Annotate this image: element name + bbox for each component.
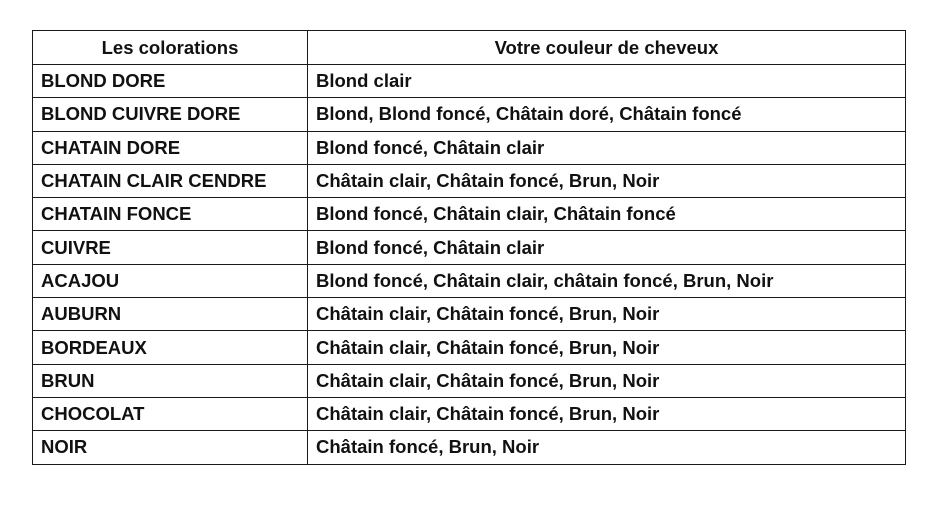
hair-color-cell: Châtain clair, Châtain foncé, Brun, Noir	[308, 331, 906, 364]
table-row	[33, 98, 906, 131]
coloration-cell: CHATAIN FONCE	[33, 198, 308, 231]
header-hair-color: Votre couleur de cheveux	[308, 31, 906, 65]
table-row	[33, 231, 906, 264]
hair-color-cell: Châtain clair, Châtain foncé, Brun, Noir	[308, 164, 906, 197]
coloration-cell: NOIR	[33, 431, 308, 464]
table-row	[33, 131, 906, 164]
hair-color-cell: Blond, Blond foncé, Châtain doré, Châtain foncé	[308, 98, 906, 131]
hair-color-cell: Châtain clair, Châtain foncé, Brun, Noir	[308, 298, 906, 331]
coloration-table-container	[32, 30, 905, 465]
table-row	[33, 65, 906, 98]
table-row	[33, 198, 906, 231]
hair-color-cell: Châtain foncé, Brun, Noir	[308, 431, 906, 464]
coloration-cell: BLOND CUIVRE DORE	[33, 98, 308, 131]
hair-color-cell: Blond clair	[308, 65, 906, 98]
hair-color-cell: Blond foncé, Châtain clair, Châtain foncé	[308, 198, 906, 231]
coloration-cell: BLOND DORE	[33, 65, 308, 98]
coloration-cell: CHOCOLAT	[33, 397, 308, 430]
hair-color-cell: Châtain clair, Châtain foncé, Brun, Noir	[308, 364, 906, 397]
hair-color-cell: Blond foncé, Châtain clair, châtain foncé, Brun, Noir	[308, 264, 906, 297]
table-row	[33, 264, 906, 297]
table-row	[33, 164, 906, 197]
table-row	[33, 364, 906, 397]
table-header-row	[33, 31, 906, 65]
coloration-table	[32, 30, 906, 465]
coloration-cell: BRUN	[33, 364, 308, 397]
hair-color-cell: Blond foncé, Châtain clair	[308, 131, 906, 164]
coloration-cell: ACAJOU	[33, 264, 308, 297]
coloration-cell: CHATAIN CLAIR CENDRE	[33, 164, 308, 197]
table-row	[33, 431, 906, 464]
coloration-cell: AUBURN	[33, 298, 308, 331]
table-row	[33, 298, 906, 331]
coloration-cell: CUIVRE	[33, 231, 308, 264]
table-row	[33, 397, 906, 430]
header-colorations: Les colorations	[33, 31, 308, 65]
table-row	[33, 331, 906, 364]
hair-color-cell: Blond foncé, Châtain clair	[308, 231, 906, 264]
coloration-cell: CHATAIN DORE	[33, 131, 308, 164]
coloration-cell: BORDEAUX	[33, 331, 308, 364]
hair-color-cell: Châtain clair, Châtain foncé, Brun, Noir	[308, 397, 906, 430]
